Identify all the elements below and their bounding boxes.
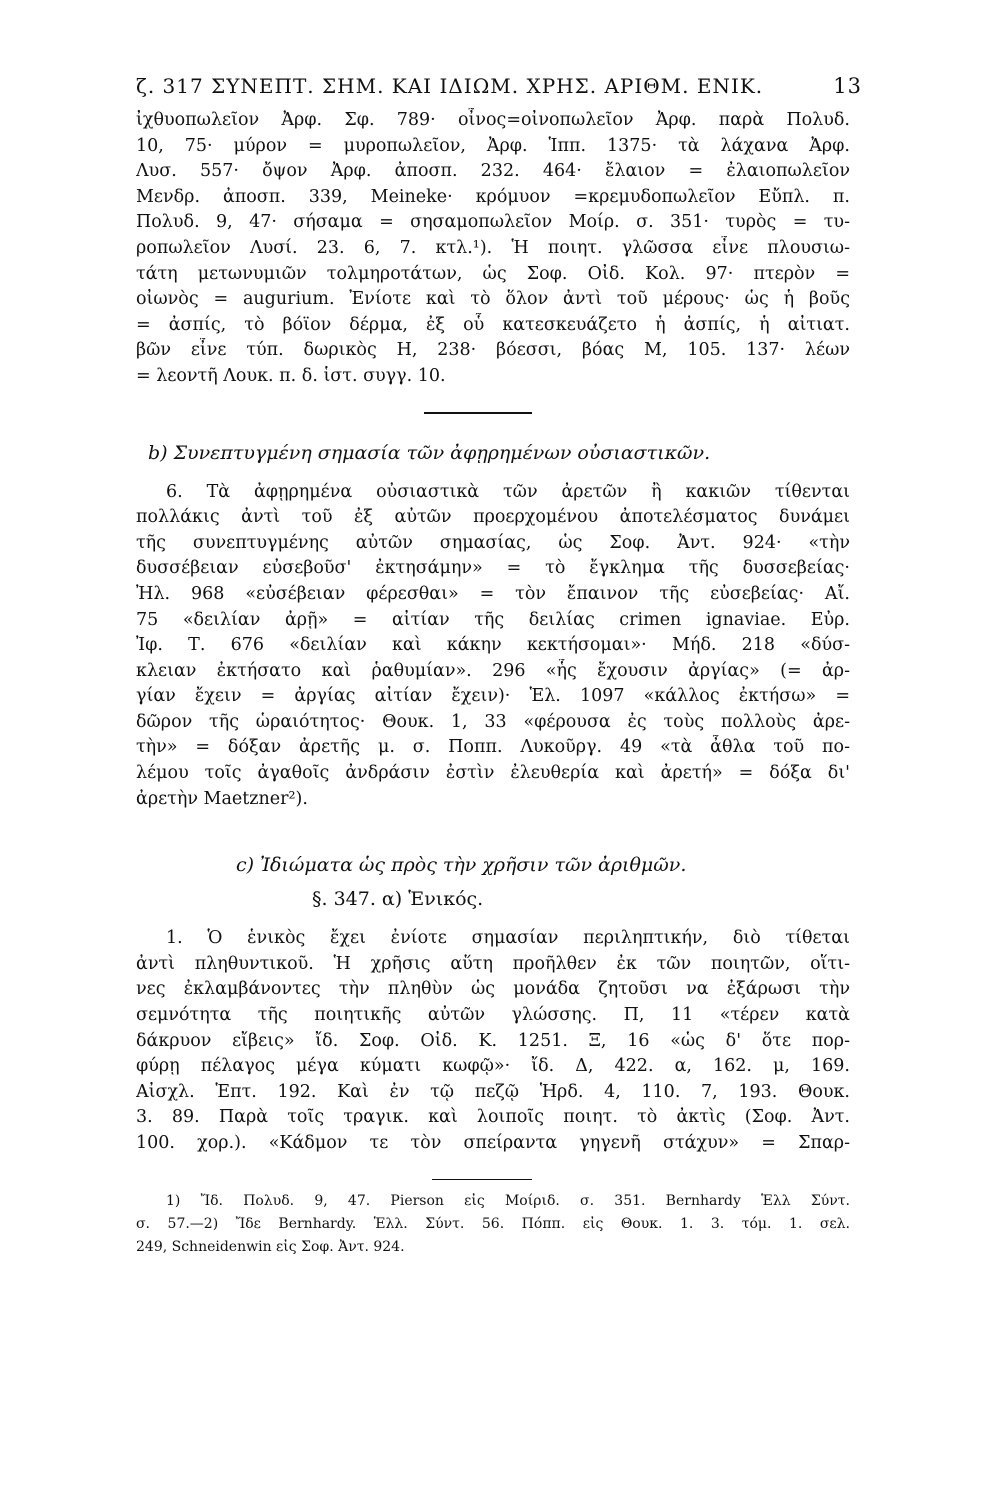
text-line: Αἰσχλ. Ἑπτ. 192. Καὶ ἐν τῷ πεζῷ Ἡρδ. 4, 110. 7, 193. Θουκ. <box>136 1081 850 1102</box>
text-line: πολλάκις ἀντὶ τοῦ ἐξ αὐτῶν προερχομένου ἀποτελέσματος δυνάμει <box>136 507 850 528</box>
text-line: = ἀσπίς, τὸ βόϊον δέρμα, ἐξ οὗ κατεσκευάζετο ἡ ἀσπίς, ἡ αἰτιατ. <box>136 314 850 335</box>
running-header <box>136 60 862 98</box>
text-line: ἀντὶ πληθυντικοῦ. Ἡ χρῆσις αὕτη προῆλθεν ἐκ τῶν ποιητῶν, οἵτι- <box>136 953 850 974</box>
text-line: Ἠλ. 968 «εὐσέβειαν φέρεσθαι» = τὸν ἔπαινον τῆς εὐσεβείας· Αἴ. <box>136 583 850 604</box>
footnote-divider <box>432 1179 532 1180</box>
paragraph-heading-347: §. 347. α) Ἑνικός. <box>312 888 484 911</box>
text-line: νες ἐκλαμβάνοντες τὴν πληθὺν ὡς μονάδα ζητοῦσι να ἐξάρωσι τὴν <box>136 979 850 1000</box>
footnote-line: 1) Ἴδ. Πολυδ. 9, 47. Pierson εἰς Μοίριδ. σ. 351. Bernhardy Ἑλλ Σύντ. <box>166 1192 850 1209</box>
text-line: 75 «δειλίαν ἀρῇ» = αἰτίαν τῆς δειλίας crimen ignaviae. Εὐρ. <box>136 609 850 630</box>
text-line: δυσσέβειαν εὐσεβοῦσ' ἐκτησάμην» = τὸ ἔγκλημα τῆς δυσσεβείας· <box>136 558 850 579</box>
text-line: οἰωνὸς = augurium. Ἐνίοτε καὶ τὸ ὅλον ἀντὶ τοῦ μέρους· ὡς ἡ βοῦς <box>136 289 850 310</box>
section-heading-c: c) Ἰδιώματα ὡς πρὸς τὴν χρῆσιν τῶν ἀριθμῶν. <box>236 854 687 877</box>
footnote-line: 249, Schneidenwin εἰς Σοφ. Ἀντ. 924. <box>136 1238 405 1255</box>
text-line: βῶν εἶνε τύπ. δωρικὸς Η, 238· βόεσσι, βόας Μ, 105. 137· λέων <box>136 340 850 361</box>
section-heading-b: b) Συνεπτυγμένη σημασία τῶν ἀφῃρημένων οὐσιαστικῶν. <box>148 441 711 464</box>
text-line: σεμνότητα τῆς ποιητικῆς αὐτῶν γλώσσης. Π, 11 «τέρεν κατὰ <box>136 1005 850 1026</box>
text-line: 10, 75· μύρον = μυροπωλεῖον, Ἀρφ. Ἱππ. 1375· τὰ λάχανα Ἀρφ. <box>136 135 850 156</box>
text-line: ροπωλεῖον Λυσί. 23. 6, 7. κτλ.¹). Ἡ ποιητ. γλῶσσα εἶνε πλουσιω- <box>136 237 850 258</box>
header-title: ζ. 317 ΣΥΝΕΠΤ. ΣΗΜ. ΚΑΙ ΙΔΙΩΜ. ΧΡΗΣ. ΑΡΙΘΜ. ΕΝΙΚ. <box>136 74 764 98</box>
text-line: Πολυδ. 9, 47· σήσαμα = σησαμοπωλεῖον Μοίρ. σ. 351· τυρὸς = τυ- <box>136 212 850 233</box>
text-line: 3. 89. Παρὰ τοῖς τραγικ. καὶ λοιποῖς ποιητ. τὸ ἀκτὶς (Σοφ. Ἀντ. <box>136 1107 850 1128</box>
text-line: ἰχθυοπωλεῖον Ἀρφ. Σφ. 789· οἶνος=οἰνοπωλεῖον Ἀρφ. παρὰ Πολυδ. <box>136 110 850 130</box>
text-line: 6. Τὰ ἀφῃρημένα οὐσιαστικὰ τῶν ἀρετῶν ἢ κακιῶν τίθενται <box>166 481 850 502</box>
page-number: 13 <box>833 74 862 98</box>
text-line: 1. Ὁ ἑνικὸς ἔχει ἐνίοτε σημασίαν περιληπτικήν, διὸ τίθεται <box>166 928 850 949</box>
text-line: φύρῃ πέλαγος μέγα κύματι κωφῷ»· ἴδ. Δ, 422. α, 162. μ, 169. <box>136 1056 850 1077</box>
text-line: κλειαν ἐκτήσατο καὶ ῥαθυμίαν». 296 «ἧς ἔχουσιν ἀργίας» (= ἀρ- <box>136 660 850 681</box>
text-line: 100. χορ.). «Κάδμον τε τὸν σπείραντα γηγενῆ στάχυν» = Σπαρ- <box>136 1133 850 1153</box>
text-line: ἀρετὴν Maetzner²). <box>136 788 308 809</box>
paragraph-continuation <box>136 108 850 390</box>
text-line: τὴν» = δόξαν ἀρετῆς μ. σ. Ποππ. Λυκοῦργ. 49 «τὰ ἆθλα τοῦ πο- <box>136 737 850 758</box>
text-line: Ἰφ. Τ. 676 «δειλίαν καὶ κάκην κεκτήσομαι»· Μήδ. 218 «δύσ- <box>136 635 850 656</box>
text-line: τῆς συνεπτυγμένης αὐτῶν σημασίας, ὡς Σοφ. Ἀντ. 924· «τὴν <box>136 532 850 553</box>
text-line: λέμου τοῖς ἀγαθοῖς ἀνδράσιν ἐστὶν ἐλευθερία καὶ ἀρετή» = δόξα δι' <box>136 763 850 784</box>
paragraph-6 <box>136 480 850 813</box>
text-line: Μενδρ. ἀποσπ. 339, Meineke· κρόμυον =κρεμυδοπωλεῖον Εὔπλ. π. <box>136 186 850 207</box>
text-line: δάκρυον εἴβεις» ἴδ. Σοφ. Οἰδ. Κ. 1251. Ξ, 16 «ὡς δ' ὅτε πορ- <box>136 1030 850 1051</box>
text-line: Λυσ. 557· ὄψον Ἀρφ. ἀποσπ. 232. 464· ἔλαιον = ἐλαιοπωλεῖον <box>136 161 850 182</box>
footnote-line: σ. 57.—2) Ἴδε Bernhardy. Ἑλλ. Σύντ. 56. Πόππ. εἰς Θουκ. 1. 3. τόμ. 1. σελ. <box>136 1215 850 1232</box>
text-line: γίαν ἔχειν = ἀργίας αἰτίαν ἔχειν)· Ἑλ. 1097 «κάλλος ἐκτήσω» = <box>136 686 850 707</box>
text-line: = λεοντῆ Λουκ. π. δ. ἱστ. συγγ. 10. <box>136 365 446 386</box>
text-line: τάτη μετωνυμιῶν τολμηροτάτων, ὡς Σοφ. Οἰδ. Κολ. 97· πτερὸν = <box>136 263 850 284</box>
text-line: δῶρον τῆς ὡραιότητος· Θουκ. 1, 33 «φέρουσα ἐς τοὺς πολλοὺς ἀρε- <box>136 711 850 732</box>
footnotes <box>136 1190 850 1259</box>
paragraph-347-1 <box>136 926 850 1156</box>
book-page <box>136 60 862 1259</box>
section-divider <box>424 412 532 414</box>
